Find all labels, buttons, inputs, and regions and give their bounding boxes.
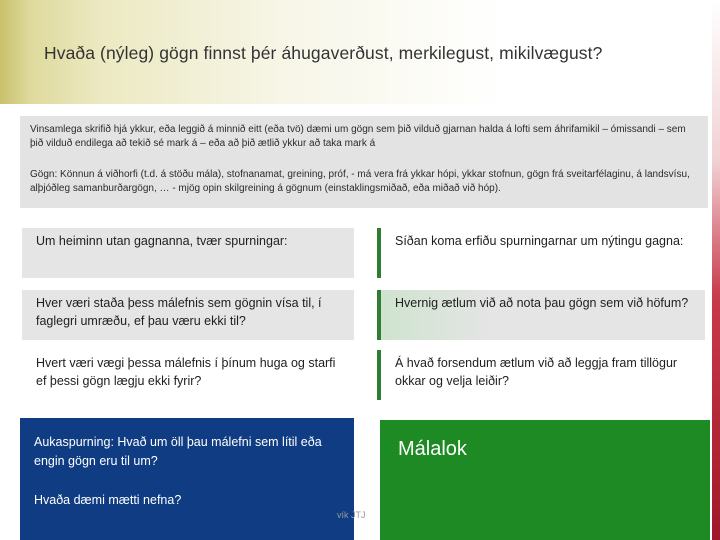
page-title: Hvaða (nýleg) gögn finnst þér áhugaverðust, merkilegust, mikilvægust? bbox=[44, 43, 603, 63]
left-question-header: Um heiminn utan gagnanna, tvær spurningar: bbox=[22, 228, 354, 278]
right-question-1: Hvernig ætlum við að nota þau gögn sem við höfum? bbox=[377, 290, 705, 340]
title-accent-bar bbox=[0, 0, 28, 104]
bonus-question: Aukaspurning: Hvað um öll þau málefni sem lítil eða engin gögn eru til um? bbox=[34, 435, 322, 468]
intro-paragraph-1: Vinsamlega skrifið hjá ykkur, eða leggið á minnið eitt (eða tvö) dæmi um gögn sem þið vilduð gjarnan halda á lofti sem áhrifamikil – ómissandi – sem þið vilduð endilega að tekið sé mark á – eða að þið ætlið ykkur að taka mark á bbox=[30, 124, 686, 149]
intro-box bbox=[20, 116, 708, 208]
left-question-1: Hver væri staða þess málefnis sem gögnin vísa til, í faglegri umræðu, ef þau væru ekki til? bbox=[22, 290, 354, 340]
bonus-followup: Hvaða dæmi mætti nefna? bbox=[34, 493, 182, 507]
footer-text: vík JTJ bbox=[337, 510, 366, 520]
right-question-2: Á hvað forsendum ætlum við að leggja fram tillögur okkar og velja leiðir? bbox=[377, 350, 705, 400]
intro-paragraph-2: Gögn: Könnun á viðhorfi (t.d. á stöðu mála), stofnanamat, greining, próf, - má vera frá ykkar hópi, ykkar stofnun, gögn frá sveitarfélaginu, á landsvísu, alþjóðleg samanburðargögn, … - mjög opin skilgreining á gögnum (einstaklingsmiðað, eða miðað við hóp). bbox=[30, 169, 690, 194]
left-question-2: Hvert væri vægi þessa málefnis í þínum huga og starfi ef þessi gögn lægju ekki fyrir? bbox=[36, 356, 336, 388]
right-accent-strip bbox=[712, 0, 720, 540]
right-question-header: Síðan koma erfiðu spurningarnar um nýtingu gagna: bbox=[377, 228, 705, 278]
conclusion-label: Málalok bbox=[398, 438, 467, 460]
conclusion-box[interactable] bbox=[380, 420, 710, 540]
bonus-question-box bbox=[20, 418, 354, 540]
